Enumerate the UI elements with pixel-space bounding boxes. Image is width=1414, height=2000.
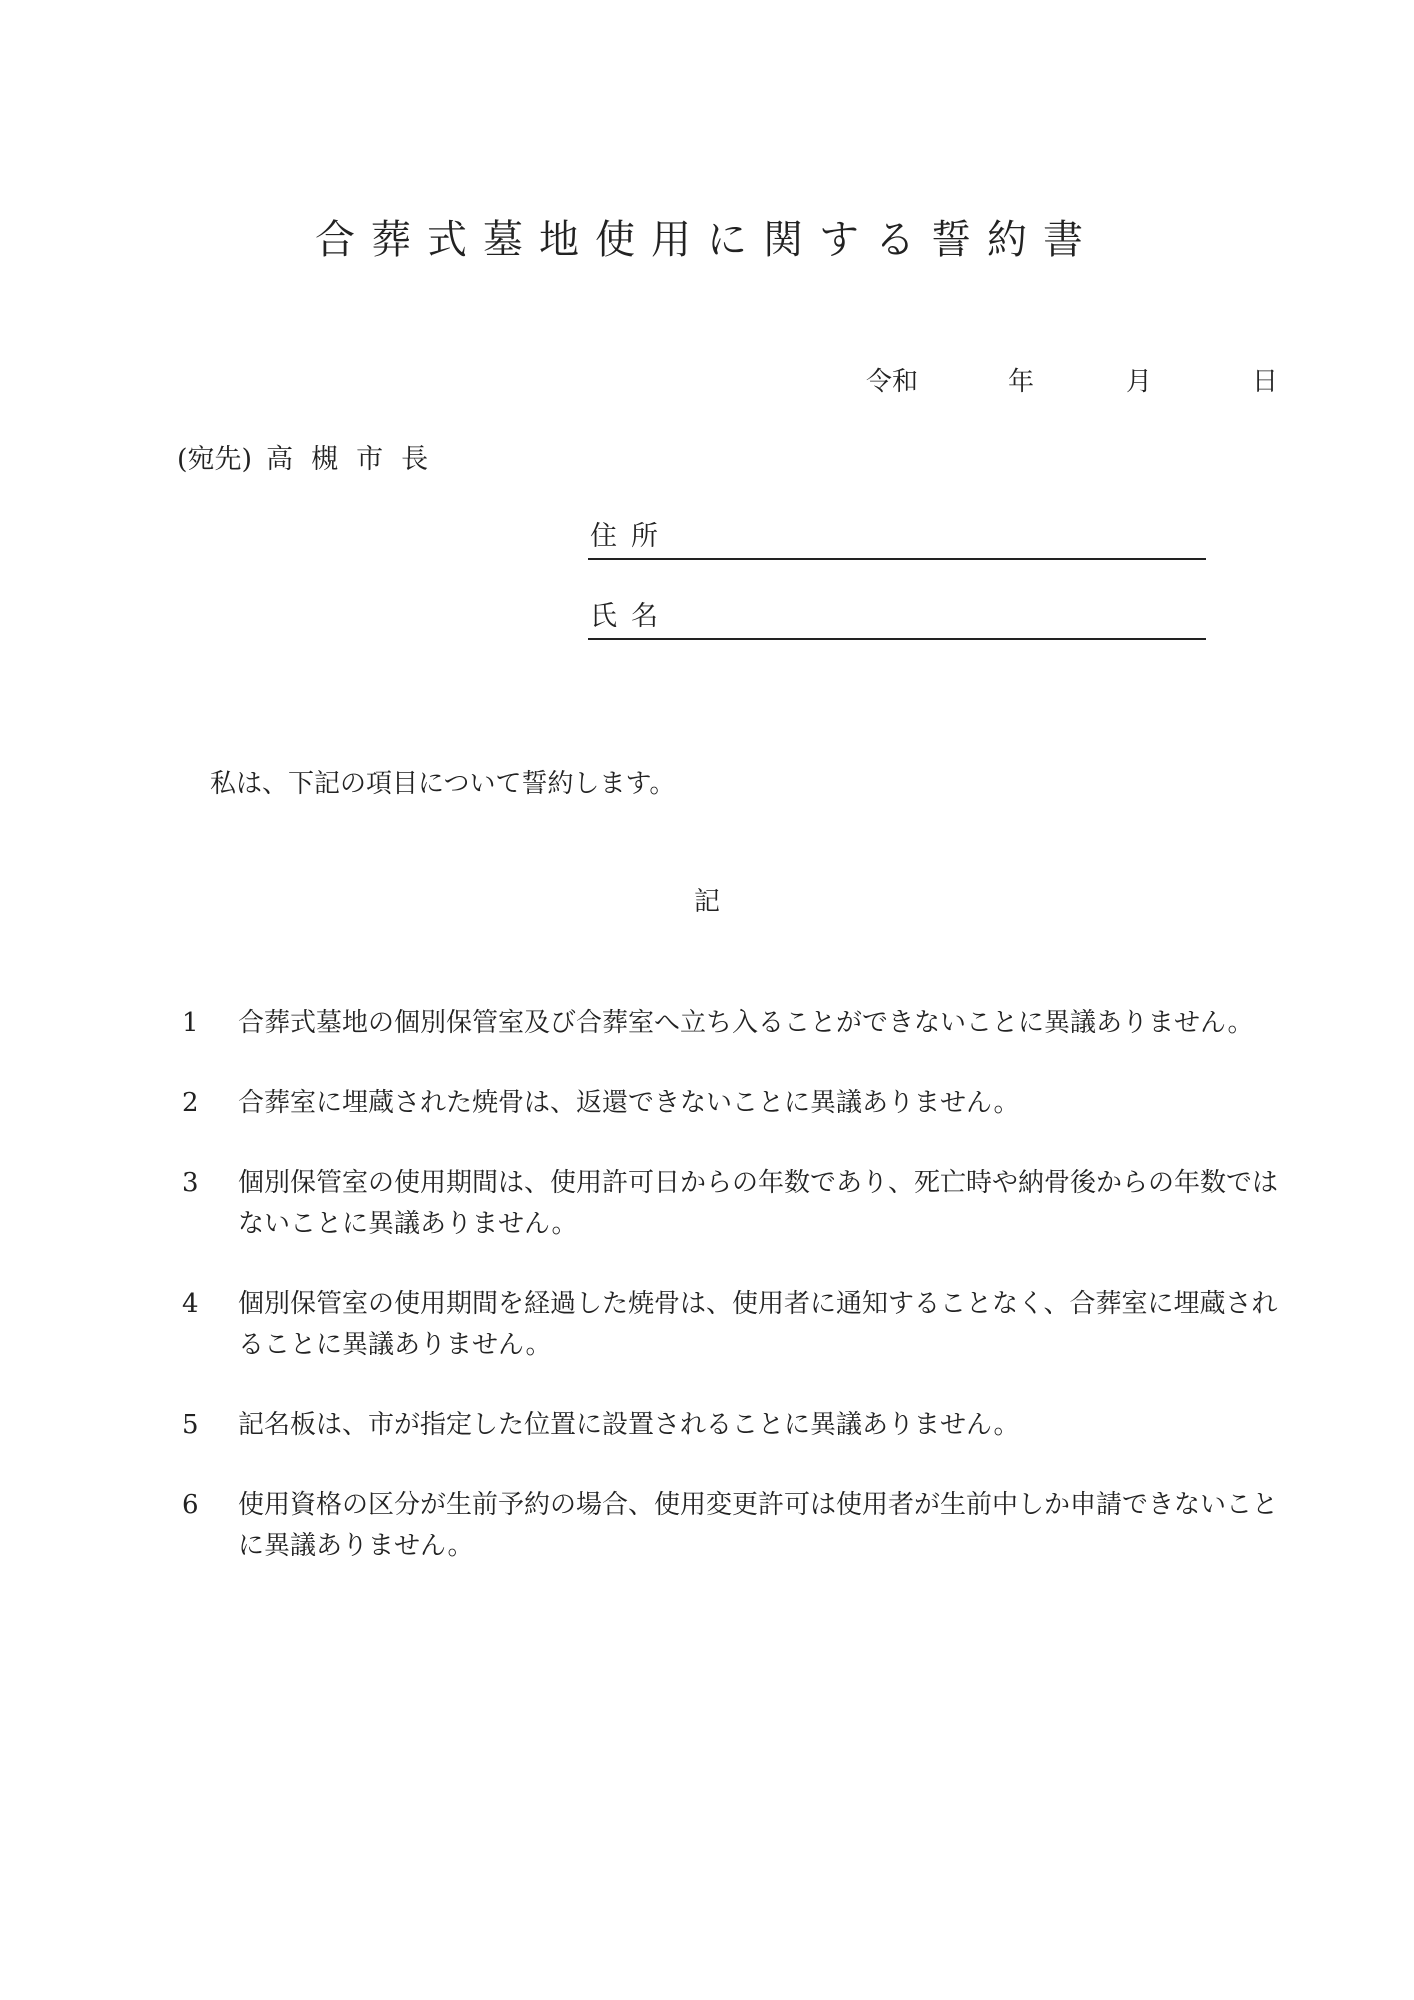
date-year-label: 年 <box>1008 367 1035 397</box>
item-number: 3 <box>182 1168 199 1198</box>
addressee <box>177 440 446 480</box>
list-item <box>182 1284 1282 1366</box>
list-item <box>182 1083 1282 1124</box>
list-item <box>182 1485 1282 1567</box>
list-item <box>182 1003 1282 1044</box>
item-text: 使用資格の区分が生前予約の場合、使用変更許可は使用者が生前中しか申請できないことに異議ありません。 <box>238 1490 1279 1561</box>
list-item <box>182 1405 1282 1446</box>
item-text: 合葬室に埋蔵された焼骨は、返還できないことに異議ありません。 <box>238 1088 1020 1118</box>
date-line <box>860 362 1280 402</box>
document-title: 合葬式墓地使用に関する誓約書 <box>315 217 1099 263</box>
item-number: 4 <box>182 1289 199 1319</box>
date-era: 令和 <box>866 367 919 397</box>
name-label: 氏名 <box>590 601 672 632</box>
item-text: 記名板は、市が指定した位置に設置されることに異議ありません。 <box>238 1410 1020 1440</box>
item-number: 2 <box>182 1088 199 1118</box>
date-day-label: 日 <box>1252 367 1279 397</box>
address-label: 住所 <box>590 521 672 552</box>
pledge-items <box>182 1003 1282 1606</box>
item-number: 6 <box>182 1490 199 1520</box>
date-month-label: 月 <box>1126 367 1153 397</box>
address-field[interactable] <box>588 518 1206 560</box>
ki-heading: 記 <box>693 887 720 917</box>
item-text: 個別保管室の使用期間を経過した焼骨は、使用者に通知することなく、合葬室に埋蔵されることに異議ありません。 <box>238 1289 1278 1360</box>
addressee-prefix: (宛先) <box>177 444 253 475</box>
name-field[interactable] <box>588 598 1206 640</box>
addressee-name: 高槻市長 <box>266 444 447 475</box>
item-number: 1 <box>182 1008 199 1038</box>
list-item <box>182 1163 1282 1245</box>
item-text: 個別保管室の使用期間は、使用許可日からの年数であり、死亡時や納骨後からの年数ではないことに異議ありません。 <box>238 1168 1279 1239</box>
item-number: 5 <box>182 1410 199 1440</box>
intro-text: 私は、下記の項目について誓約します。 <box>210 769 676 799</box>
item-text: 合葬式墓地の個別保管室及び合葬室へ立ち入ることができないことに異議ありません。 <box>238 1008 1254 1038</box>
